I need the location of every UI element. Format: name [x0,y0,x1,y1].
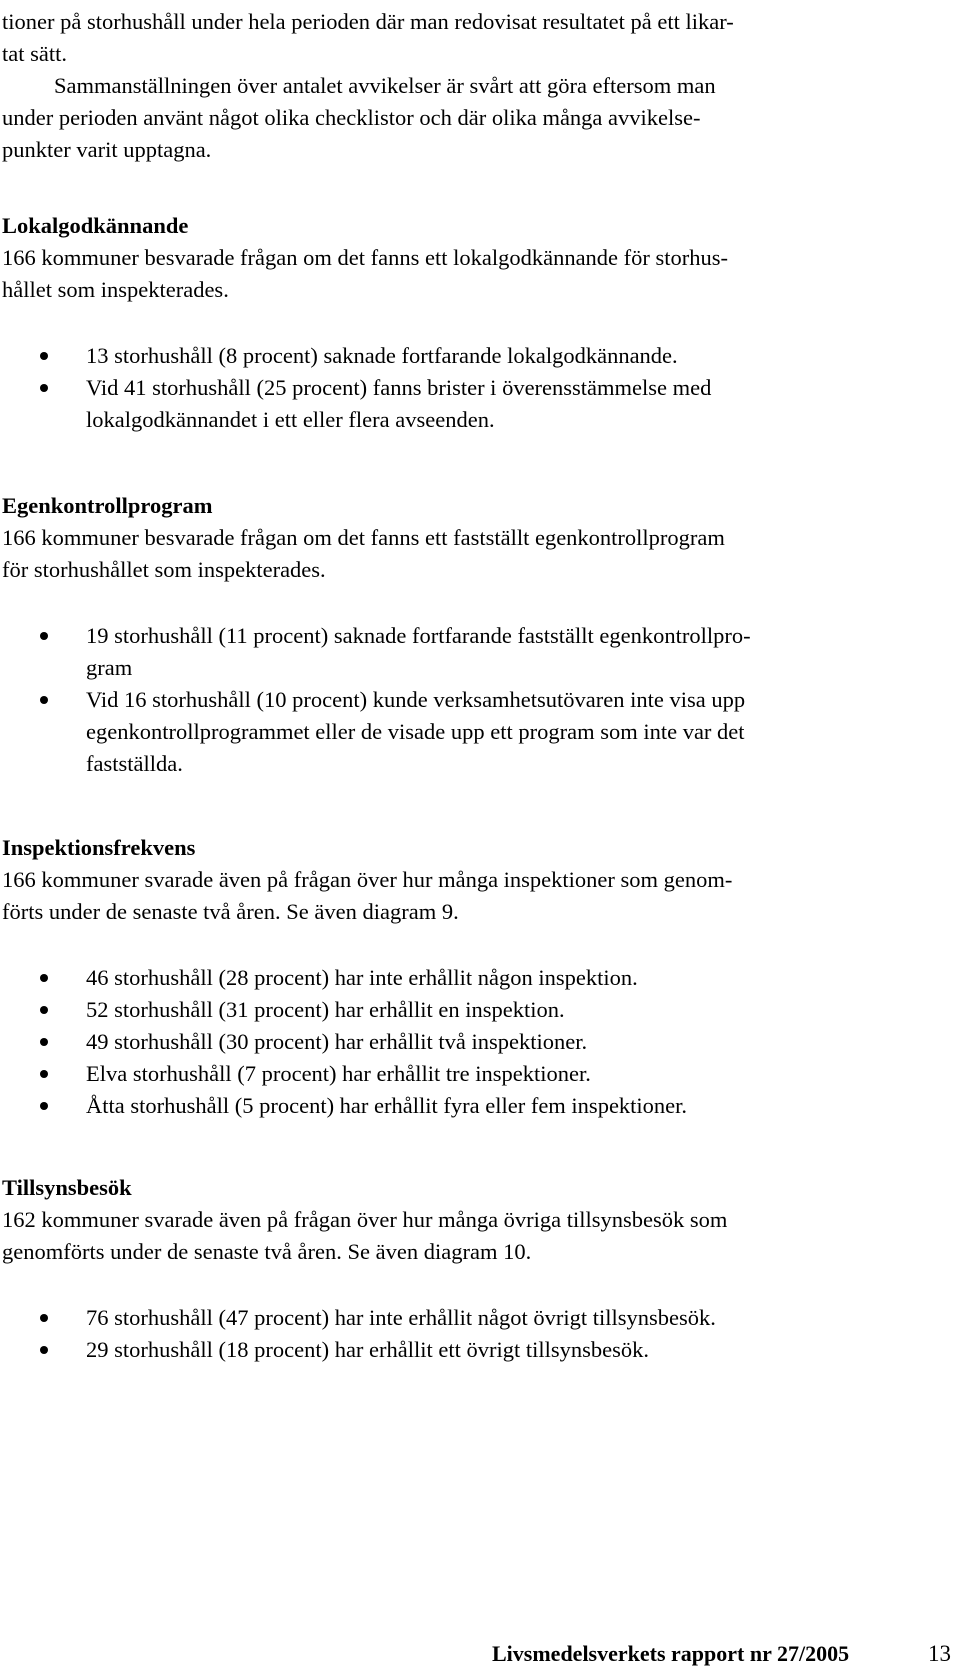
report-title: Livsmedelsverkets rapport nr 27/2005 [492,1641,850,1666]
text-line: punkter varit upptagna. [2,137,212,162]
list-item [0,372,920,436]
list-item [0,1090,920,1122]
section-heading-lokalgodkannande: Lokalgodkännande [2,213,189,238]
section-paragraph [2,522,922,586]
section-heading-inspektionsfrekvens: Inspektionsfrekvens [2,835,196,860]
list-item-text: Elva storhushåll (7 procent) har erhållit tre inspektioner. [86,1061,591,1086]
bullet-icon [40,1038,48,1046]
list-item [0,1058,920,1090]
list-item-text: lokalgodkännandet i ett eller flera avseenden. [86,407,495,432]
bullet-icon [40,1314,48,1322]
list-item-text: 76 storhushåll (47 procent) har inte erhållit något övrigt tillsynsbesök. [86,1305,716,1330]
text-line: 166 kommuner svarade även på frågan över hur många inspektioner som genom- [2,867,733,892]
page-footer [0,1638,960,1670]
list-item-text: 29 storhushåll (18 procent) har erhållit ett övrigt tillsynsbesök. [86,1337,650,1362]
list-item-text: Vid 41 storhushåll (25 procent) fanns brister i överensstämmelse med [86,375,712,400]
bullet-list [0,962,920,1122]
list-item-text: gram [86,655,133,680]
list-item [0,962,920,994]
text-line: 166 kommuner besvarade frågan om det fanns ett fastställt egenkontrollprogram [2,525,725,550]
list-item [0,1302,920,1334]
bullet-icon [40,1102,48,1110]
list-item-text: 19 storhushåll (11 procent) saknade fortfarande fastställt egenkontrollpro- [86,623,751,648]
bullet-icon [40,1070,48,1078]
text-line: 162 kommuner svarade även på frågan över hur många övriga tillsynsbesök som [2,1207,728,1232]
list-item [0,1026,920,1058]
list-item-text: 52 storhushåll (31 procent) har erhållit en inspektion. [86,997,565,1022]
list-item [0,340,920,372]
list-item [0,620,920,684]
bullet-icon [40,632,48,640]
bullet-list [0,620,920,780]
list-item [0,994,920,1026]
list-item-text: Vid 16 storhushåll (10 procent) kunde verksamhetsutövaren inte visa upp [86,687,746,712]
bullet-icon [40,696,48,704]
list-item [0,684,920,780]
list-item-text: 13 storhushåll (8 procent) saknade fortfarande lokalgodkännande. [86,343,678,368]
section-paragraph [2,864,922,928]
text-line: hållet som inspekterades. [2,277,229,302]
text-line: 166 kommuner besvarade frågan om det fanns ett lokalgodkännande för storhus- [2,245,729,270]
bullet-icon [40,384,48,392]
bullet-list [0,340,920,436]
bullet-list [0,1302,920,1366]
section-paragraph [2,1204,922,1268]
section-paragraph [2,242,922,306]
bullet-icon [40,1346,48,1354]
list-item [0,1334,920,1366]
bullet-icon [40,352,48,360]
list-item-text: Åtta storhushåll (5 procent) har erhållit fyra eller fem inspektioner. [86,1093,688,1118]
text-line: förts under de senaste två åren. Se även diagram 9. [2,899,459,924]
bullet-icon [40,1006,48,1014]
text-line: tat sätt. [2,41,67,66]
intro-paragraph [2,6,922,166]
text-line: för storhushållet som inspekterades. [2,557,326,582]
list-item-text: 49 storhushåll (30 procent) har erhållit två inspektioner. [86,1029,588,1054]
list-item-text: egenkontrollprogrammet eller de visade upp ett program som inte var det [86,719,745,744]
section-heading-egenkontrollprogram: Egenkontrollprogram [2,493,213,518]
bullet-icon [40,974,48,982]
text-line: Sammanställningen över antalet avvikelser är svårt att göra eftersom man [54,73,716,98]
list-item-text: fastställda. [86,751,183,776]
list-item-text: 46 storhushåll (28 procent) har inte erhållit någon inspektion. [86,965,638,990]
section-heading-tillsynsbesok: Tillsynsbesök [2,1175,132,1200]
text-line: tioner på storhushåll under hela perioden där man redovisat resultatet på ett likar- [2,9,734,34]
page-number: 13 [928,1641,951,1666]
text-line: genomförts under de senaste två åren. Se även diagram 10. [2,1239,532,1264]
text-line: under perioden använt något olika checklistor och där olika många avvikelse- [2,105,701,130]
